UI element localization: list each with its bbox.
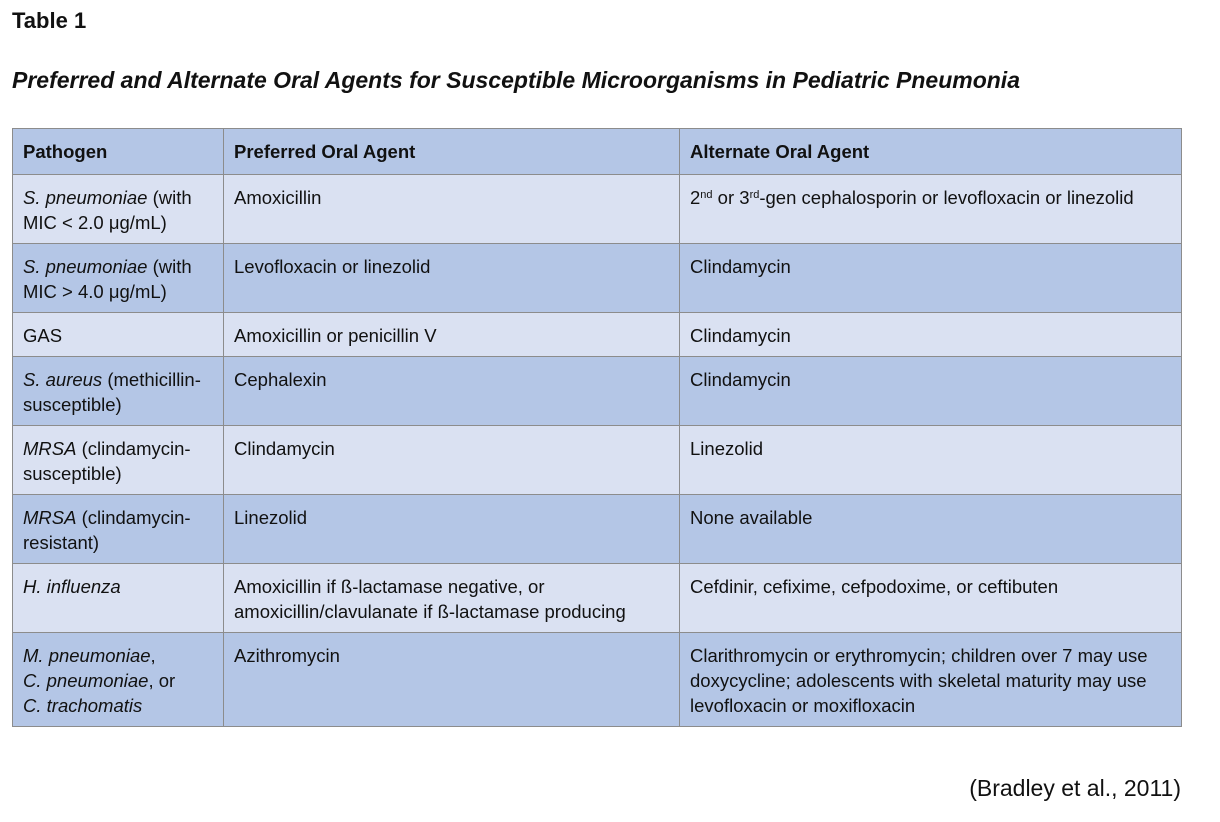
pathogen-cell (13, 244, 224, 313)
pathogen-name: MRSA (23, 438, 77, 459)
pathogen-cell (13, 495, 224, 564)
pathogen-separator: , (150, 645, 156, 666)
pathogen-qualifier: (clindamycin-resistant) (23, 507, 191, 553)
antibiotic-table (12, 128, 1182, 727)
pathogen-name: S. aureus (23, 369, 103, 390)
pathogen-qualifier: (clindamycin-susceptible) (23, 438, 191, 484)
alternate-agent-cell: Clindamycin (680, 357, 1182, 426)
preferred-agent-cell: Amoxicillin if ß-lactamase negative, or amoxicillin/clavulanate if ß-lactamase producing (224, 564, 680, 633)
table-row (13, 495, 1182, 564)
table-row (13, 244, 1182, 313)
pathogen-name: C. pneumoniae (23, 670, 149, 691)
preferred-agent-cell: Amoxicillin or penicillin V (224, 313, 680, 357)
alternate-text: -gen cephalosporin or levofloxacin or linezolid (759, 187, 1134, 208)
alternate-agent-cell: Cefdinir, cefixime, cefpodoxime, or ceftibuten (680, 564, 1182, 633)
pathogen-cell (13, 564, 224, 633)
table-title: Preferred and Alternate Oral Agents for Susceptible Microorganisms in Pediatric Pneumonia (12, 67, 1020, 93)
preferred-agent-cell: Linezolid (224, 495, 680, 564)
alternate-agent-cell: Clindamycin (680, 244, 1182, 313)
citation: (Bradley et al., 2011) (969, 775, 1181, 801)
preferred-agent-cell: Amoxicillin (224, 175, 680, 244)
pathogen-name: S. pneumoniae (23, 187, 148, 208)
alternate-text: 2 (690, 187, 701, 208)
alternate-agent-cell (680, 175, 1182, 244)
pathogen-qualifier: (with MIC > 4.0 μg/mL) (23, 256, 192, 302)
alternate-agent-cell: Clindamycin (680, 313, 1182, 357)
pathogen-name: MRSA (23, 507, 77, 528)
pathogen-cell (13, 175, 224, 244)
column-header-alternate: Alternate Oral Agent (680, 129, 1182, 175)
table-row (13, 633, 1182, 727)
alternate-text: or 3 (712, 187, 750, 208)
column-header-pathogen: Pathogen (13, 129, 224, 175)
pathogen-cell (13, 357, 224, 426)
alternate-superscript: nd (700, 189, 713, 201)
table-row (13, 313, 1182, 357)
pathogen-name: S. pneumoniae (23, 256, 148, 277)
table-row (13, 426, 1182, 495)
pathogen-name: H. influenza (23, 576, 121, 597)
pathogen-cell: GAS (13, 313, 224, 357)
pathogen-cell (13, 633, 224, 727)
preferred-agent-cell: Levofloxacin or linezolid (224, 244, 680, 313)
alternate-superscript: rd (749, 189, 760, 201)
preferred-agent-cell: Cephalexin (224, 357, 680, 426)
alternate-agent-cell: None available (680, 495, 1182, 564)
table-label: Table 1 (12, 8, 87, 33)
pathogen-name: M. pneumoniae (23, 645, 151, 666)
table-header-row (13, 129, 1182, 175)
pathogen-cell (13, 426, 224, 495)
table-row (13, 357, 1182, 426)
alternate-agent-cell: Linezolid (680, 426, 1182, 495)
pathogen-qualifier: (methicillin-susceptible) (23, 369, 201, 415)
column-header-preferred: Preferred Oral Agent (224, 129, 680, 175)
pathogen-separator: , or (148, 670, 176, 691)
pathogen-name: C. trachomatis (23, 695, 143, 716)
alternate-agent-cell: Clarithromycin or erythromycin; children over 7 may use doxycycline; adolescents with skeletal maturity may use levofloxacin or moxifloxacin (680, 633, 1182, 727)
preferred-agent-cell: Clindamycin (224, 426, 680, 495)
table-row (13, 175, 1182, 244)
pathogen-qualifier: (with MIC < 2.0 μg/mL) (23, 187, 192, 233)
preferred-agent-cell: Azithromycin (224, 633, 680, 727)
table-row (13, 564, 1182, 633)
